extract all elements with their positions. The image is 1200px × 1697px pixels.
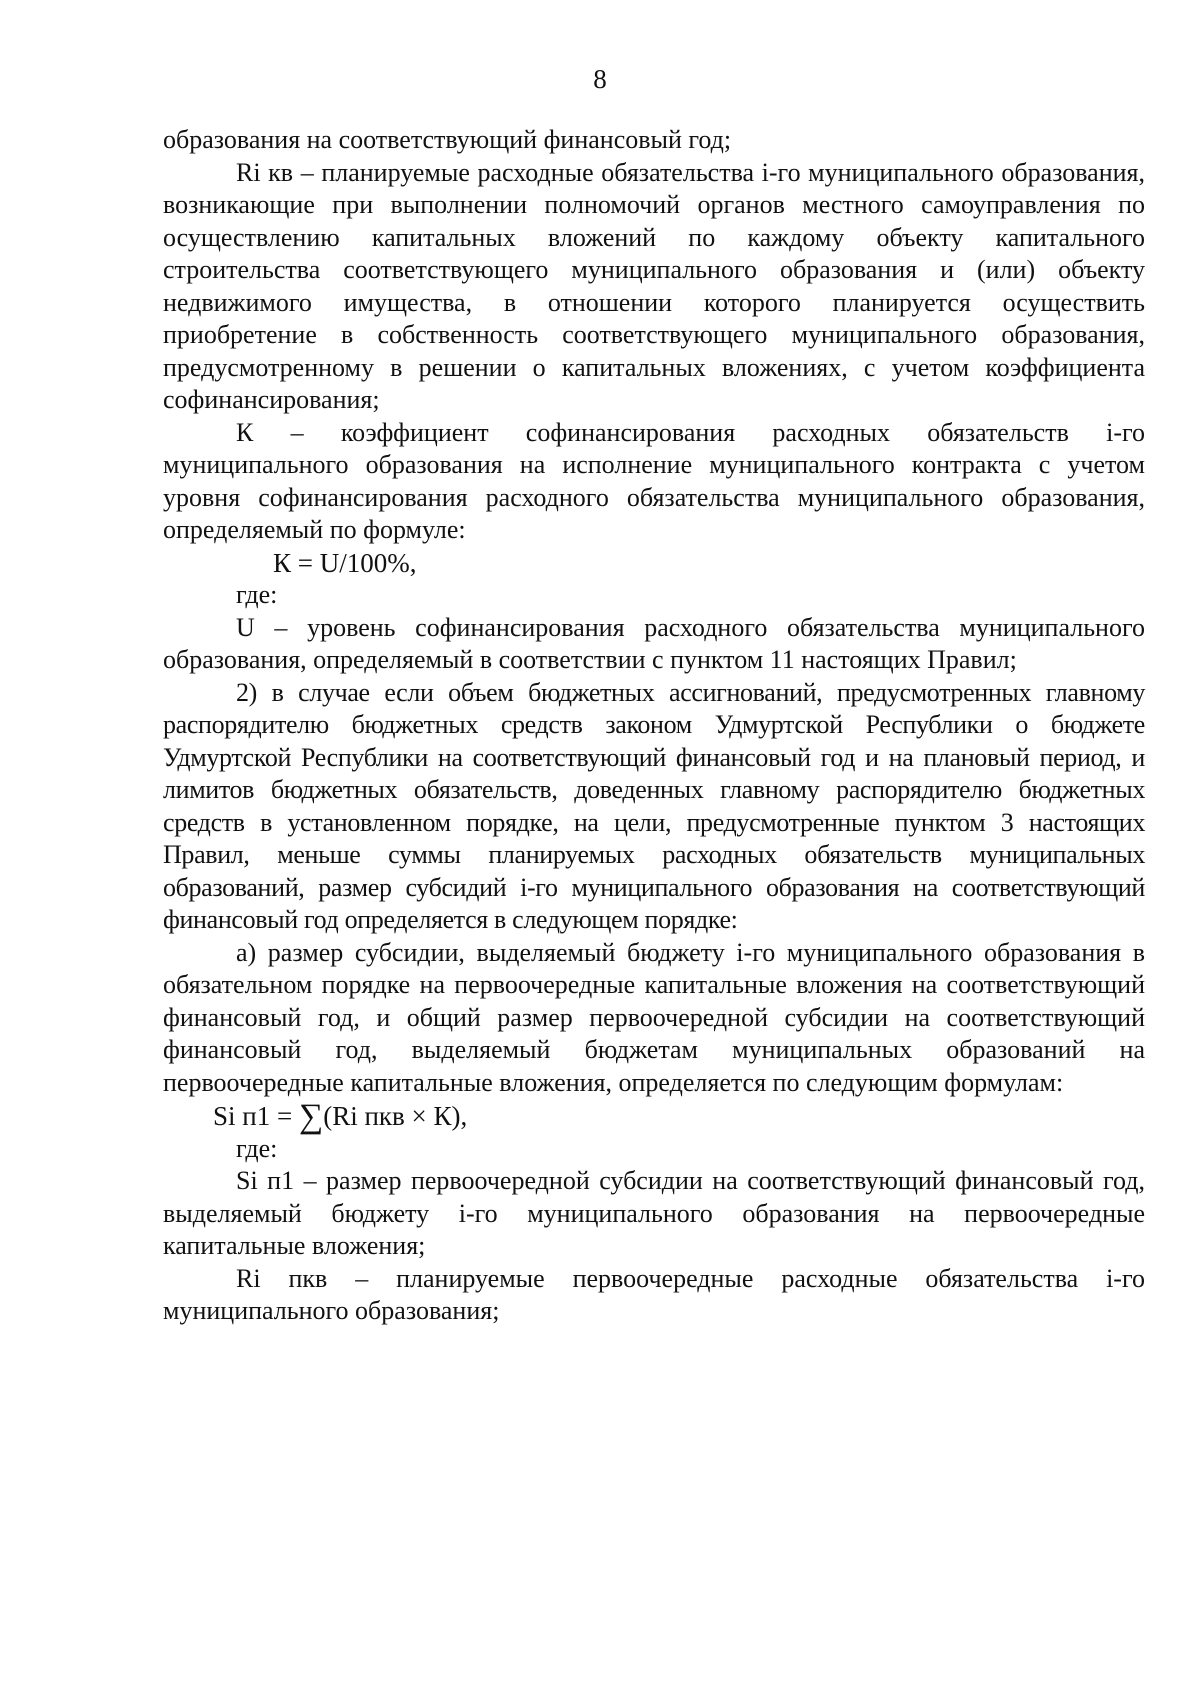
paragraph: где: xyxy=(236,580,278,609)
formula-k: К = U/100%, xyxy=(273,547,417,578)
paragraph: Ri кв – планируемые расходные обязательства i-го муниципального образования, возникающие при выполнении полномочий органов местного самоуправления по осуществлению капитальных вложений по каждому объекту капитального строительства соответствующего муниципального образования и (или) объекту недвижимого имущества, в отношении которого планируется осуществить приобретение в собственность соответствующего муниципального образования, предусмотренному в решении о капитальных вложениях, с учетом коэффициента софинансирования; xyxy=(163,157,1145,414)
page-number: 8 xyxy=(593,64,607,94)
paragraph: К – коэффициент софинансирования расходных обязательств i-го муниципального образования на исполнение муниципального контракта с учетом уровня софинансирования расходного обязательства муниципального образования, определяемый по формуле: xyxy=(163,417,1145,544)
paragraph: образования на соответствующий финансовый год; xyxy=(163,125,732,154)
paragraph: 2) в случае если объем бюджетных ассигнований, предусмотренных главному распорядителю бюджетных средств законом Удмуртской Республики о бюджете Удмуртской Республики на соответствующий финансовый год и на плановый период, и лимитов бюджетных обязательств, доведенных главному распорядителю бюджетных средств в установленном порядке, на цели, предусмотренные пунктом 3 настоящих Правил, меньше суммы планируемых расходных обязательств муниципальных образований, размер субсидий i-го муниципального образования на соответствующий финансовый год определяется в следующем порядке: xyxy=(163,677,1145,934)
sum-symbol: ∑ xyxy=(298,1098,324,1135)
paragraph: U – уровень софинансирования расходного обязательства муниципального образования, определяемый в соответствии с пунктом 11 настоящих Правил; xyxy=(163,612,1145,674)
paragraph: а) размер субсидии, выделяемый бюджету i-го муниципального образования в обязательном порядке на первоочередные капитальные вложения на соответствующий финансовый год, и общий размер первоочередной субсидии на соответствующий финансовый год, выделяемый бюджетам муниципальных образований на первоочередные капитальные вложения, определяется по следующим формулам: xyxy=(163,937,1145,1097)
paragraph: Ri пкв – планируемые первоочередные расходные обязательства i-го муниципального образования; xyxy=(163,1263,1145,1325)
formula-left: Si п1 = xyxy=(213,1101,299,1131)
formula-si-p1 xyxy=(163,1099,1145,1133)
paragraph: Si п1 – размер первоочередной субсидии на соответствующий финансовый год, выделяемый бюджету i-го муниципального образования на первоочередные капитальные вложения; xyxy=(163,1166,1145,1260)
formula-right: (Ri пкв × К), xyxy=(323,1101,468,1131)
document-body xyxy=(163,124,1145,1328)
paragraph: где: xyxy=(236,1133,278,1163)
